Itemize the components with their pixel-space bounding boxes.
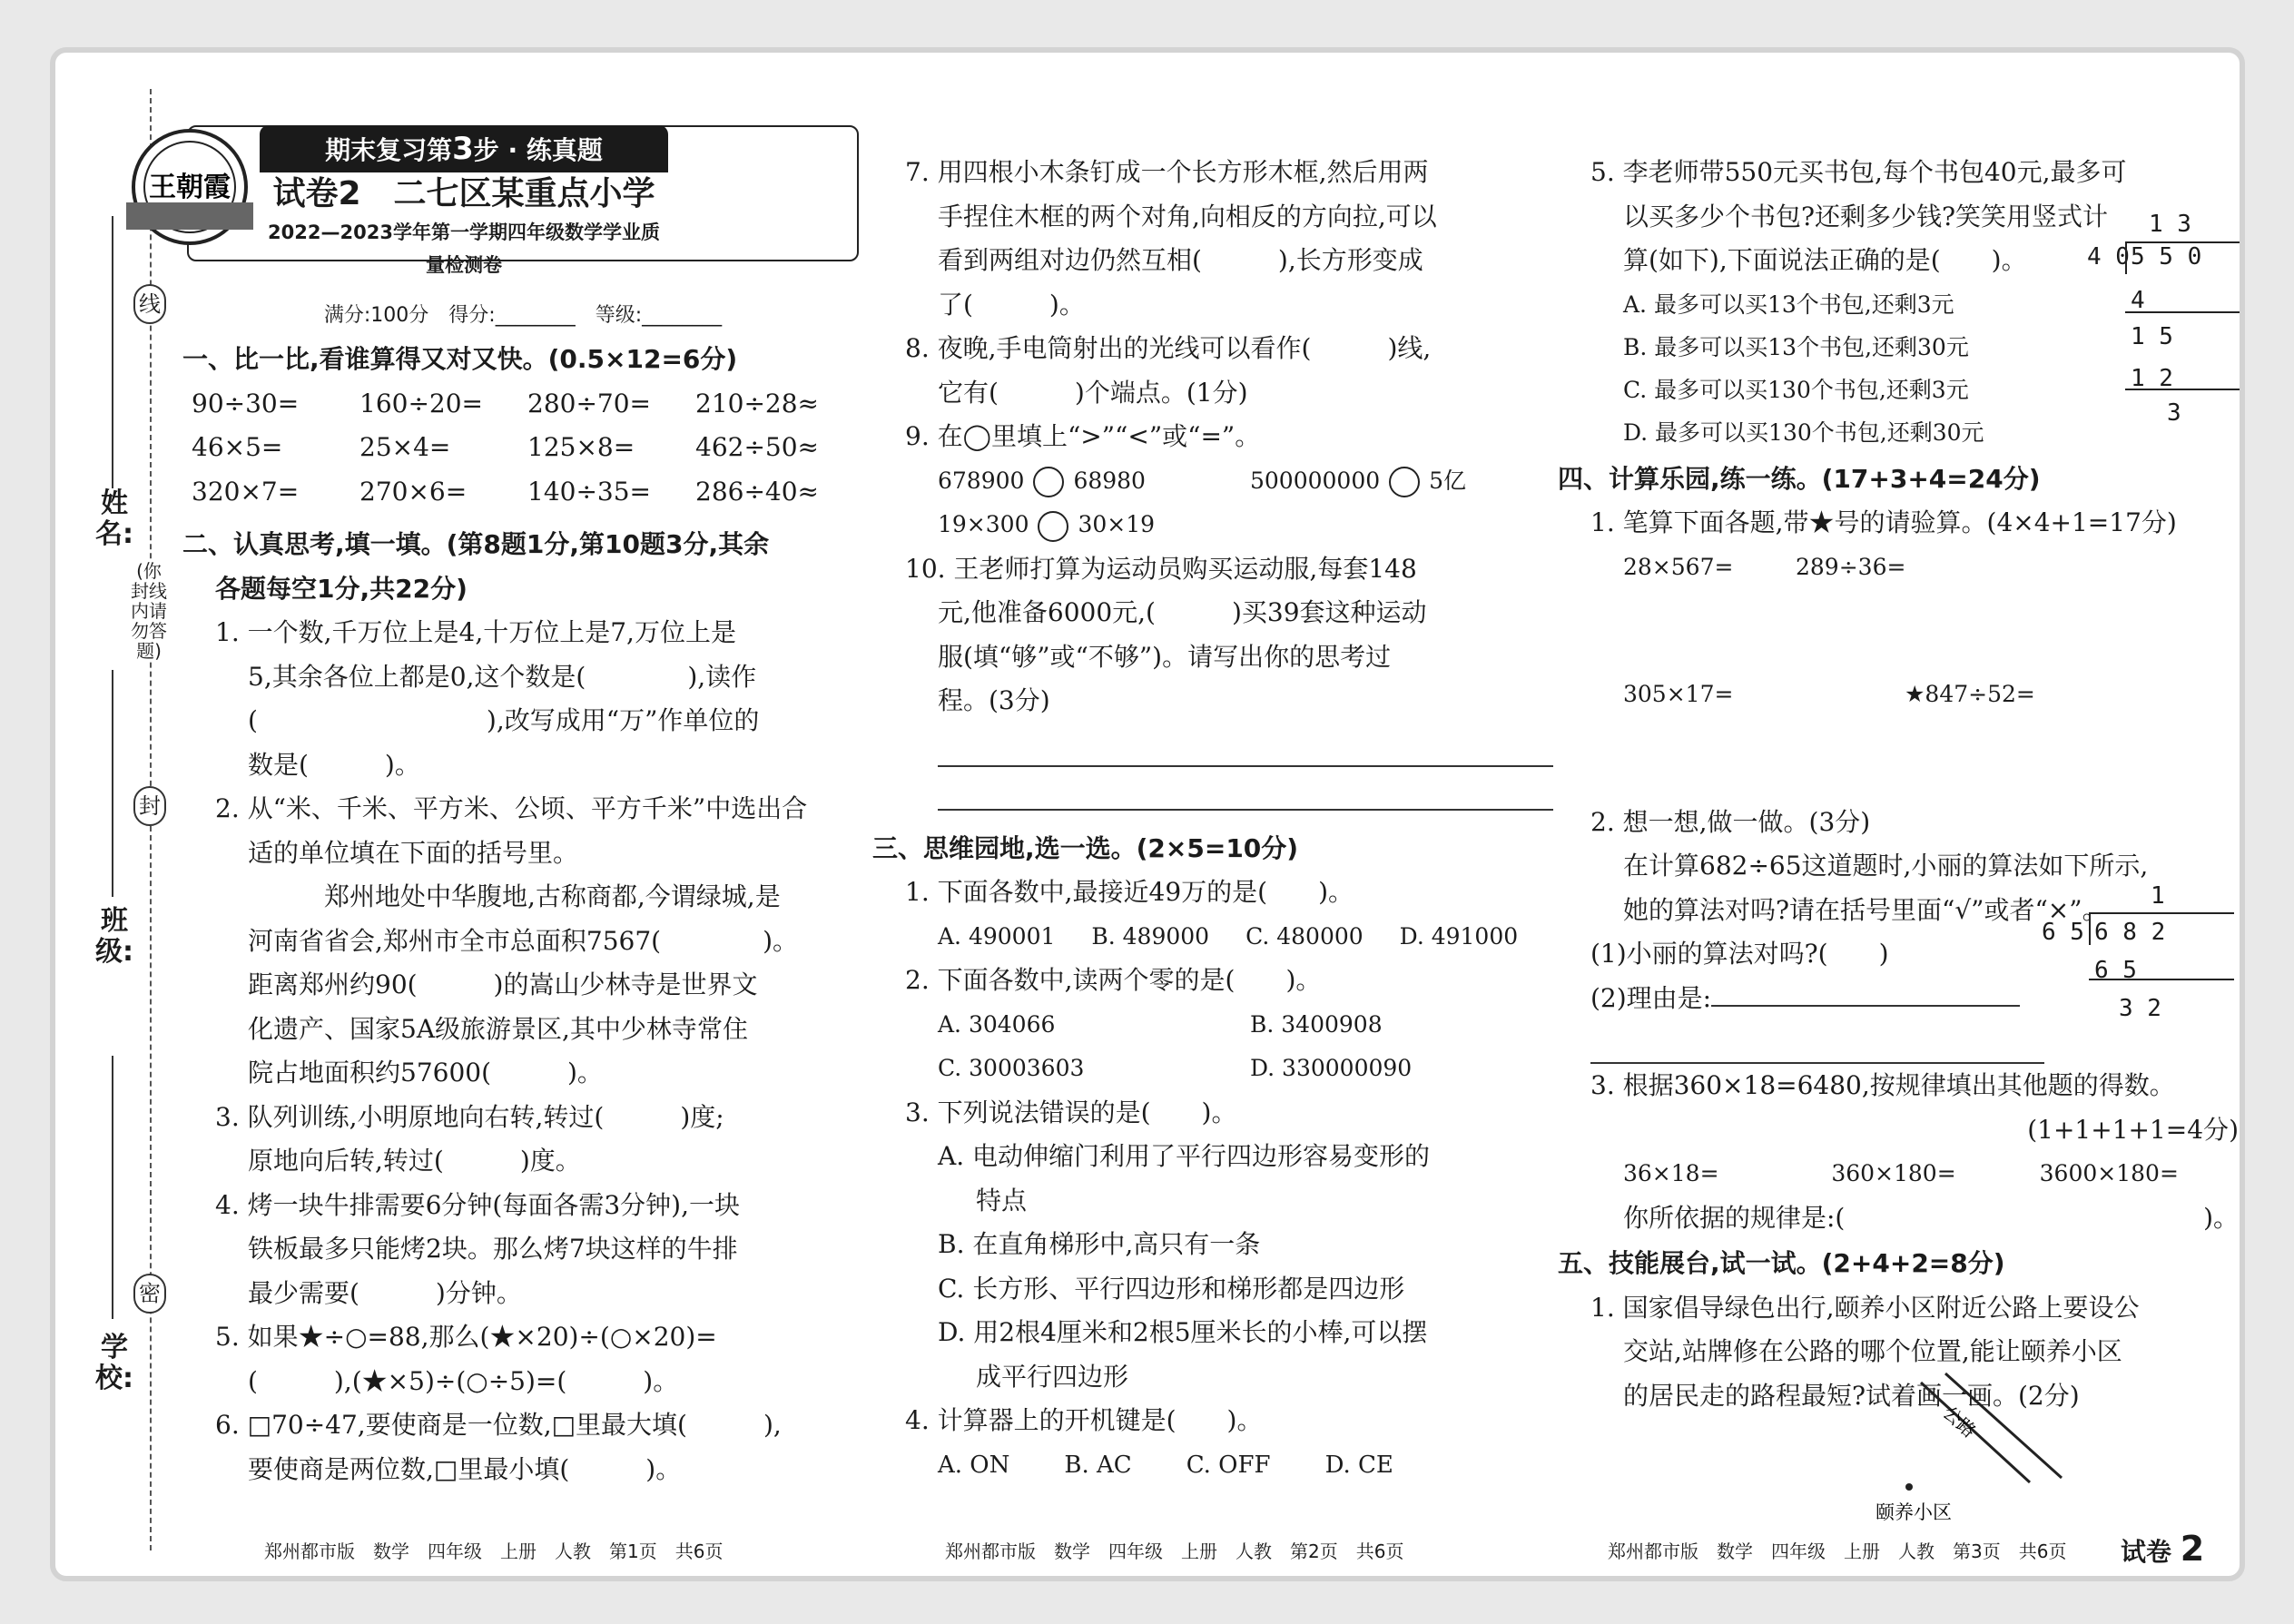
calc-item: 140÷35= (527, 476, 651, 507)
option[interactable]: D. 330000090 (1250, 1055, 1413, 1081)
option[interactable]: C. 30003603 (938, 1055, 1085, 1081)
calc-item: 280÷70= (527, 388, 651, 418)
question-2-5: 5. 如果★÷○=88,那么(★×20)÷(○×20)= ( ),(★×5)÷(○÷5)=( )。 (215, 1322, 717, 1396)
exam-title: 试卷2 二七区某重点小学 (272, 175, 655, 212)
section-5-title: 五、技能展台,试一试。(2+4+2=8分) (1558, 1248, 2005, 1278)
option[interactable]: A. ON (938, 1451, 1010, 1479)
community-label: 颐养小区 (1876, 1501, 1952, 1523)
calc-item: 462÷50≈ (695, 432, 819, 462)
question-2-7: 7. 用四根小木条钉成一个长方形木框,然后用两 手捏住木框的两个对角,向相反的方向拉,可以 看到两组对边仍然互相( ),长方形变成 了( )。 (905, 157, 1437, 320)
page-frame (50, 47, 2245, 1581)
question-2-3: 3. 队列训练,小明原地向右转,转过( )度; 原地向后转,转过( )度。 (215, 1101, 724, 1176)
name-field-line[interactable] (112, 216, 113, 488)
question-2-9: 9. 在◯里填上“>”“<”或“=”。 678900 68980 500000000 5亿 19×300 30×19 (872, 415, 1562, 547)
option[interactable]: B. AC (1064, 1451, 1132, 1479)
question-3-5: 5. 李老师带550元买书包,每个书包40元,最多可 以买多少个书包?还剩多少钱?笑笑用竖式计 算(如下),下面说法正确的是( )。 A. 最多可以买13个书包,还剩3元 B. 最多可以买13个书包,还剩30元 C. 最多可以买130个书包,还剩3元 D. 最多可以买130个书包,还剩30元 (1558, 151, 2245, 454)
road-label: 公路 (1938, 1401, 1981, 1442)
option[interactable]: C. 480000 (1245, 922, 1364, 950)
division-bracket (2125, 241, 2241, 274)
column-2 (872, 89, 1562, 1487)
long-division-682-65: 1 6 5 6 8 2 6 5 3 2 (2042, 882, 2166, 1022)
division-rule (2089, 979, 2234, 980)
community-point (1905, 1483, 1913, 1491)
division-rule (2125, 311, 2241, 313)
question-3-3: 3. 下列说法错误的是( )。 A. 电动伸缩门利用了平行四边形容易变形的 特点 B. 在直角梯形中,高只有一条 C. 长方形、平行四边形和梯形都是四边形 D. 用2根4厘米和2根5厘米长的小棒,可以摆 成平行四边形 (872, 1091, 1562, 1400)
footer-page-1: 郑州都市版 数学 四年级 上册 人教 第1页 共6页 (264, 1540, 724, 1562)
question-2-2: 2. 从“米、千米、平方米、公顷、平方千米”中选出合 适的单位填在下面的括号里。 郑州地处中华腹地,古称商都,今谓绿城,是 河南省省会,郑州市全市总面积7567( )。 距离郑州约90( )的嵩山少林寺是世界文 化遗产、国家5A级旅游景区,其中少林寺常住 院占地面积约57600( )。 (215, 793, 808, 1088)
question-3-4: 4. 计算器上的开机键是( )。 A. ON B. AC C. OFF D. CE (872, 1399, 1562, 1487)
division-rule (2125, 389, 2241, 390)
long-division-550-40: 1 3 4 0 5 5 0 4 1 5 1 2 3 (2087, 211, 2202, 427)
question-4-2: 2. 想一想,做一做。(3分) 在计算682÷65这道题时,小丽的算法如下所示, 她的算法对吗?请在括号里面“√”或者“×”。 (1)小丽的算法对吗?( ) (2)理由是: (1558, 801, 2245, 1065)
option[interactable]: C. 最多可以买130个书包,还剩3元 (1623, 376, 1969, 403)
paper-label: 试卷 2 (2121, 1529, 2205, 1569)
answer-line[interactable] (938, 723, 1553, 767)
exam-subtitle: 2022—2023学年第一学期四年级数学学业质量检测卷 (268, 221, 660, 276)
calc-item: 320×7= (192, 476, 300, 507)
question-2-4: 4. 烤一块牛排需要6分钟(每面各需3分钟),一块 铁板最多只能烤2块。那么烤7块这样的牛排 最少需要( )分钟。 (215, 1189, 740, 1308)
calc-item: 210÷28≈ (695, 388, 819, 418)
banner: 期末复习第3步 · 练真题 (260, 125, 668, 172)
question-2-10: 10. 王老师打算为运动员购买运动服,每套148 元,他准备6000元,( )买39套这种运动 服(填“够”或“不够”)。请写出你的思考过 程。(3分) (872, 547, 1562, 811)
column-1 (182, 89, 863, 1491)
oral-calc-grid (182, 382, 863, 515)
calc-item: 286÷40≈ (695, 476, 819, 507)
reason-line-2[interactable] (1590, 1020, 2044, 1064)
class-field-line[interactable] (112, 670, 113, 897)
option[interactable]: C. OFF (1186, 1451, 1271, 1479)
question-5-1: 1. 国家倡导绿色出行,颐养小区附近公路上要设公 交站,站牌修在公路的哪个位置,能让颐养小区 的居民走的路程最短?试着画一画。(2分) (1590, 1292, 2140, 1411)
score-line: 满分:100分 得分:________ 等级:________ (323, 304, 723, 327)
option[interactable]: D. 用2根4厘米和2根5厘米长的小棒,可以摆 (938, 1317, 1428, 1347)
footer-page-3: 郑州都市版 数学 四年级 上册 人教 第3页 共6页 (1608, 1540, 2067, 1562)
svg-text:王朝霞: 王朝霞 (149, 172, 231, 203)
question-4-1: 1. 笔算下面各题,带★号的请验算。(4×4+1=17分) 28×567= 289÷36= 305×17= ★847÷52= (1590, 507, 2177, 707)
question-4-3: 3. 根据360×18=6480,按规律填出其他题的得数。 (1+1+1+1=4分) 36×18= 360×180= 3600×180= 你所依据的规律是:( )。 (1590, 1070, 2239, 1233)
road-diagram (1871, 1364, 2107, 1528)
option[interactable]: A. 最多可以买13个书包,还剩3元 (1623, 290, 1954, 318)
tag-mi: 密 (133, 1274, 166, 1314)
compare-circle[interactable] (1038, 511, 1068, 542)
section-1-title: 一、比一比,看谁算得又对又快。(0.5×12=6分) (182, 344, 738, 374)
option[interactable]: D. 491000 (1399, 922, 1519, 950)
section-3-title: 三、思维园地,选一选。(2×5=10分) (872, 832, 1299, 863)
tag-xian: 线 (133, 284, 166, 324)
question-2-1: 1. 一个数,千万位上是4,十万位上是7,万位上是 5,其余各位上都是0,这个数是( ),读作 ( ),改写成用“万”作单位的 数是( )。 (215, 617, 760, 780)
option[interactable]: D. CE (1324, 1451, 1393, 1479)
section-4-title: 四、计算乐园,练一练。(17+3+4=24分) (1558, 463, 2041, 494)
option[interactable]: B. 489000 (1091, 922, 1210, 950)
school-field-label: 学校: (95, 1332, 133, 1394)
calc-item: 270×6= (359, 476, 468, 507)
binding-margin (55, 53, 192, 1576)
calc-item: 160÷20= (359, 388, 483, 418)
section-2-title-cont: 各题每空1分,共22分) (215, 573, 468, 604)
option[interactable]: B. 在直角梯形中,高只有一条 (938, 1229, 1261, 1259)
option[interactable]: C. 长方形、平行四边形和梯形都是四边形 (938, 1273, 1405, 1304)
footer-page-2: 郑州都市版 数学 四年级 上册 人教 第2页 共6页 (945, 1540, 1404, 1562)
option[interactable]: A. 电动伸缩门利用了平行四边形容易变形的 (938, 1141, 1431, 1171)
question-2-6: 6. □70÷47,要使商是一位数,□里最大填( ), 要使商是两位数,□里最小填( )。 (215, 1410, 782, 1484)
question-3-1: 1. 下面各数中,最接近49万的是( )。 A. 490001 B. 489000 C. 480000 D. 491000 (872, 871, 1562, 959)
calc-item: 25×4= (359, 432, 451, 462)
question-2-8: 8. 夜晚,手电筒射出的光线可以看作( )线, 它有( )个端点。(1分) (905, 333, 1432, 408)
class-field-label: 班级: (95, 905, 133, 968)
question-3-2: 2. 下面各数中,读两个零的是( )。 A. 304066 B. 3400908 C. 30003603 D. 330000090 (872, 959, 1562, 1091)
calc-item: 90÷30= (192, 388, 300, 418)
warning-text: (你封线内请勿答题) (131, 560, 167, 662)
option[interactable]: D. 最多可以买130个书包,还剩30元 (1623, 418, 1984, 446)
compare-circle[interactable] (1389, 467, 1420, 497)
name-field-label: 姓名: (95, 487, 133, 550)
option[interactable]: A. 490001 (938, 922, 1056, 950)
option[interactable]: B. 3400908 (1250, 1010, 1383, 1038)
answer-line[interactable] (938, 767, 1553, 811)
school-field-line[interactable] (112, 1056, 113, 1319)
option[interactable]: A. 304066 (938, 1010, 1056, 1038)
compare-circle[interactable] (1033, 467, 1064, 497)
calc-item: 125×8= (527, 432, 635, 462)
section-2-title: 二、认真思考,填一填。(第8题1分,第10题3分,其余 (182, 529, 770, 559)
option[interactable]: B. 最多可以买13个书包,还剩30元 (1623, 333, 1969, 360)
road-edge (1921, 1383, 2030, 1482)
tag-feng: 封 (133, 786, 166, 826)
reason-line[interactable] (1711, 981, 2020, 1007)
division-bracket (2089, 912, 2234, 945)
calc-item: 46×5= (192, 432, 283, 462)
